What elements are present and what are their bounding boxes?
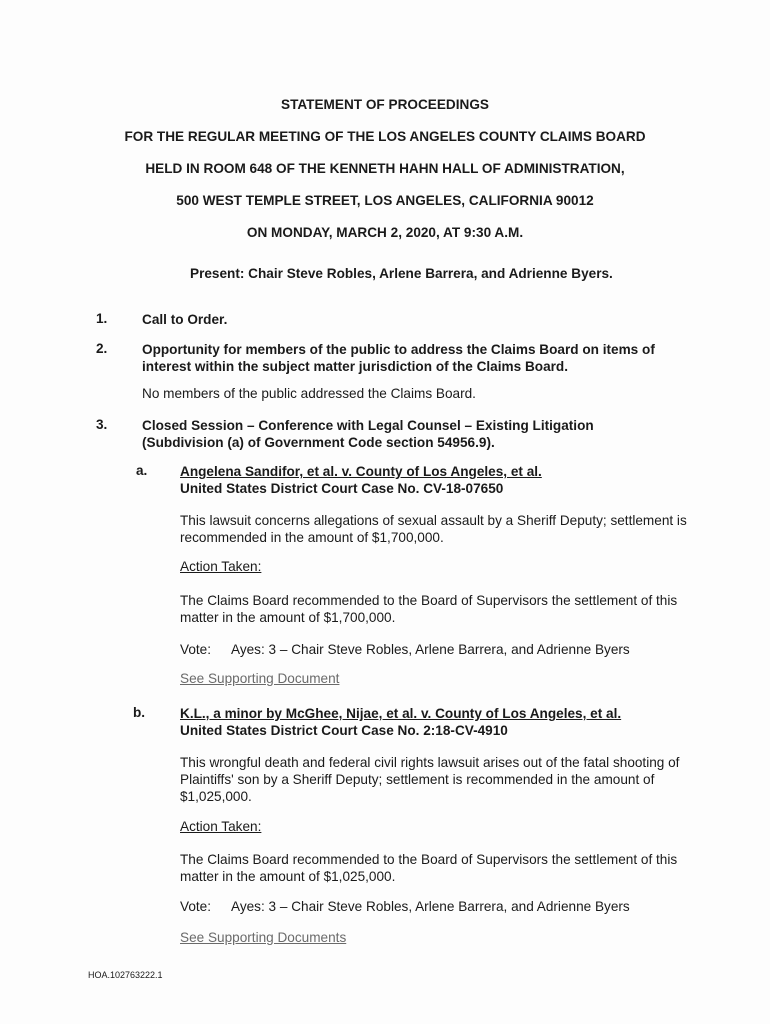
item-1-title: Call to Order. — [142, 312, 228, 327]
case-b-description: This wrongful death and federal civil rights lawsuit arises out of the fatal shooting of Plaintiffs' son by a Sheriff Deputy; settlement is recommended in the amount of $1,025,000. — [180, 755, 680, 804]
case-a-supporting-document-link[interactable]: See Supporting Document — [180, 671, 340, 686]
case-b-letter: b. — [133, 705, 146, 720]
item-2-note: No members of the public addressed the Claims Board. — [142, 386, 476, 401]
case-b-court-number: United States District Court Case No. 2:18-CV-4910 — [180, 723, 508, 738]
case-a-title: Angelena Sandifor, et al. v. County of Los Angeles, et al. — [180, 464, 542, 479]
case-a-vote-label: Vote: — [180, 642, 211, 657]
header-line-location: HELD IN ROOM 648 OF THE KENNETH HAHN HALL OF ADMINISTRATION, — [145, 161, 625, 176]
case-a-caption — [180, 463, 542, 497]
present-line: Present: Chair Steve Robles, Arlene Barrera, and Adrienne Byers. — [190, 266, 613, 281]
doc-title: STATEMENT OF PROCEEDINGS — [281, 97, 489, 112]
header-line-address: 500 WEST TEMPLE STREET, LOS ANGELES, CALIFORNIA 90012 — [176, 193, 594, 208]
case-b-supporting-documents-link[interactable]: See Supporting Documents — [180, 930, 347, 945]
item-2-title: Opportunity for members of the public to address the Claims Board on items of interest within the subject matter jurisdiction of the Claims Board. — [142, 342, 655, 374]
header-line-date: ON MONDAY, MARCH 2, 2020, AT 9:30 A.M. — [246, 225, 524, 240]
item-3-title: Closed Session – Conference with Legal Counsel – Existing Litigation (Subdivision (a) of Government Code section 54956.9). — [142, 418, 594, 450]
case-a-letter: a. — [136, 463, 148, 478]
case-b-action-text: The Claims Board recommended to the Board of Supervisors the settlement of this matter in the amount of $1,025,000. — [180, 852, 678, 884]
item-1-number: 1. — [96, 311, 108, 326]
case-b-vote-label: Vote: — [180, 899, 211, 914]
case-b-title: K.L., a minor by McGhee, Nijae, et al. v. County of Los Angeles, et al. — [180, 706, 622, 721]
case-b-vote-text: Ayes: 3 – Chair Steve Robles, Arlene Barrera, and Adrienne Byers — [231, 899, 630, 914]
case-a-action-text: The Claims Board recommended to the Board of Supervisors the settlement of this matter in the amount of $1,700,000. — [180, 593, 678, 625]
header-line-meeting: FOR THE REGULAR MEETING OF THE LOS ANGELES COUNTY CLAIMS BOARD — [124, 129, 646, 144]
case-a-court-number: United States District Court Case No. CV-18-07650 — [180, 481, 504, 496]
item-3-number: 3. — [96, 417, 108, 432]
case-b-caption — [180, 705, 621, 739]
case-a-description: This lawsuit concerns allegations of sexual assault by a Sheriff Deputy; settlement is recommended in the amount of $1,700,000. — [180, 513, 687, 545]
case-a-action-label: Action Taken: — [180, 559, 262, 574]
case-a-vote-text: Ayes: 3 – Chair Steve Robles, Arlene Barrera, and Adrienne Byers — [231, 642, 630, 657]
footer-document-id: HOA.102763222.1 — [88, 970, 163, 980]
item-2-number: 2. — [96, 341, 108, 356]
case-b-action-label: Action Taken: — [180, 819, 262, 834]
